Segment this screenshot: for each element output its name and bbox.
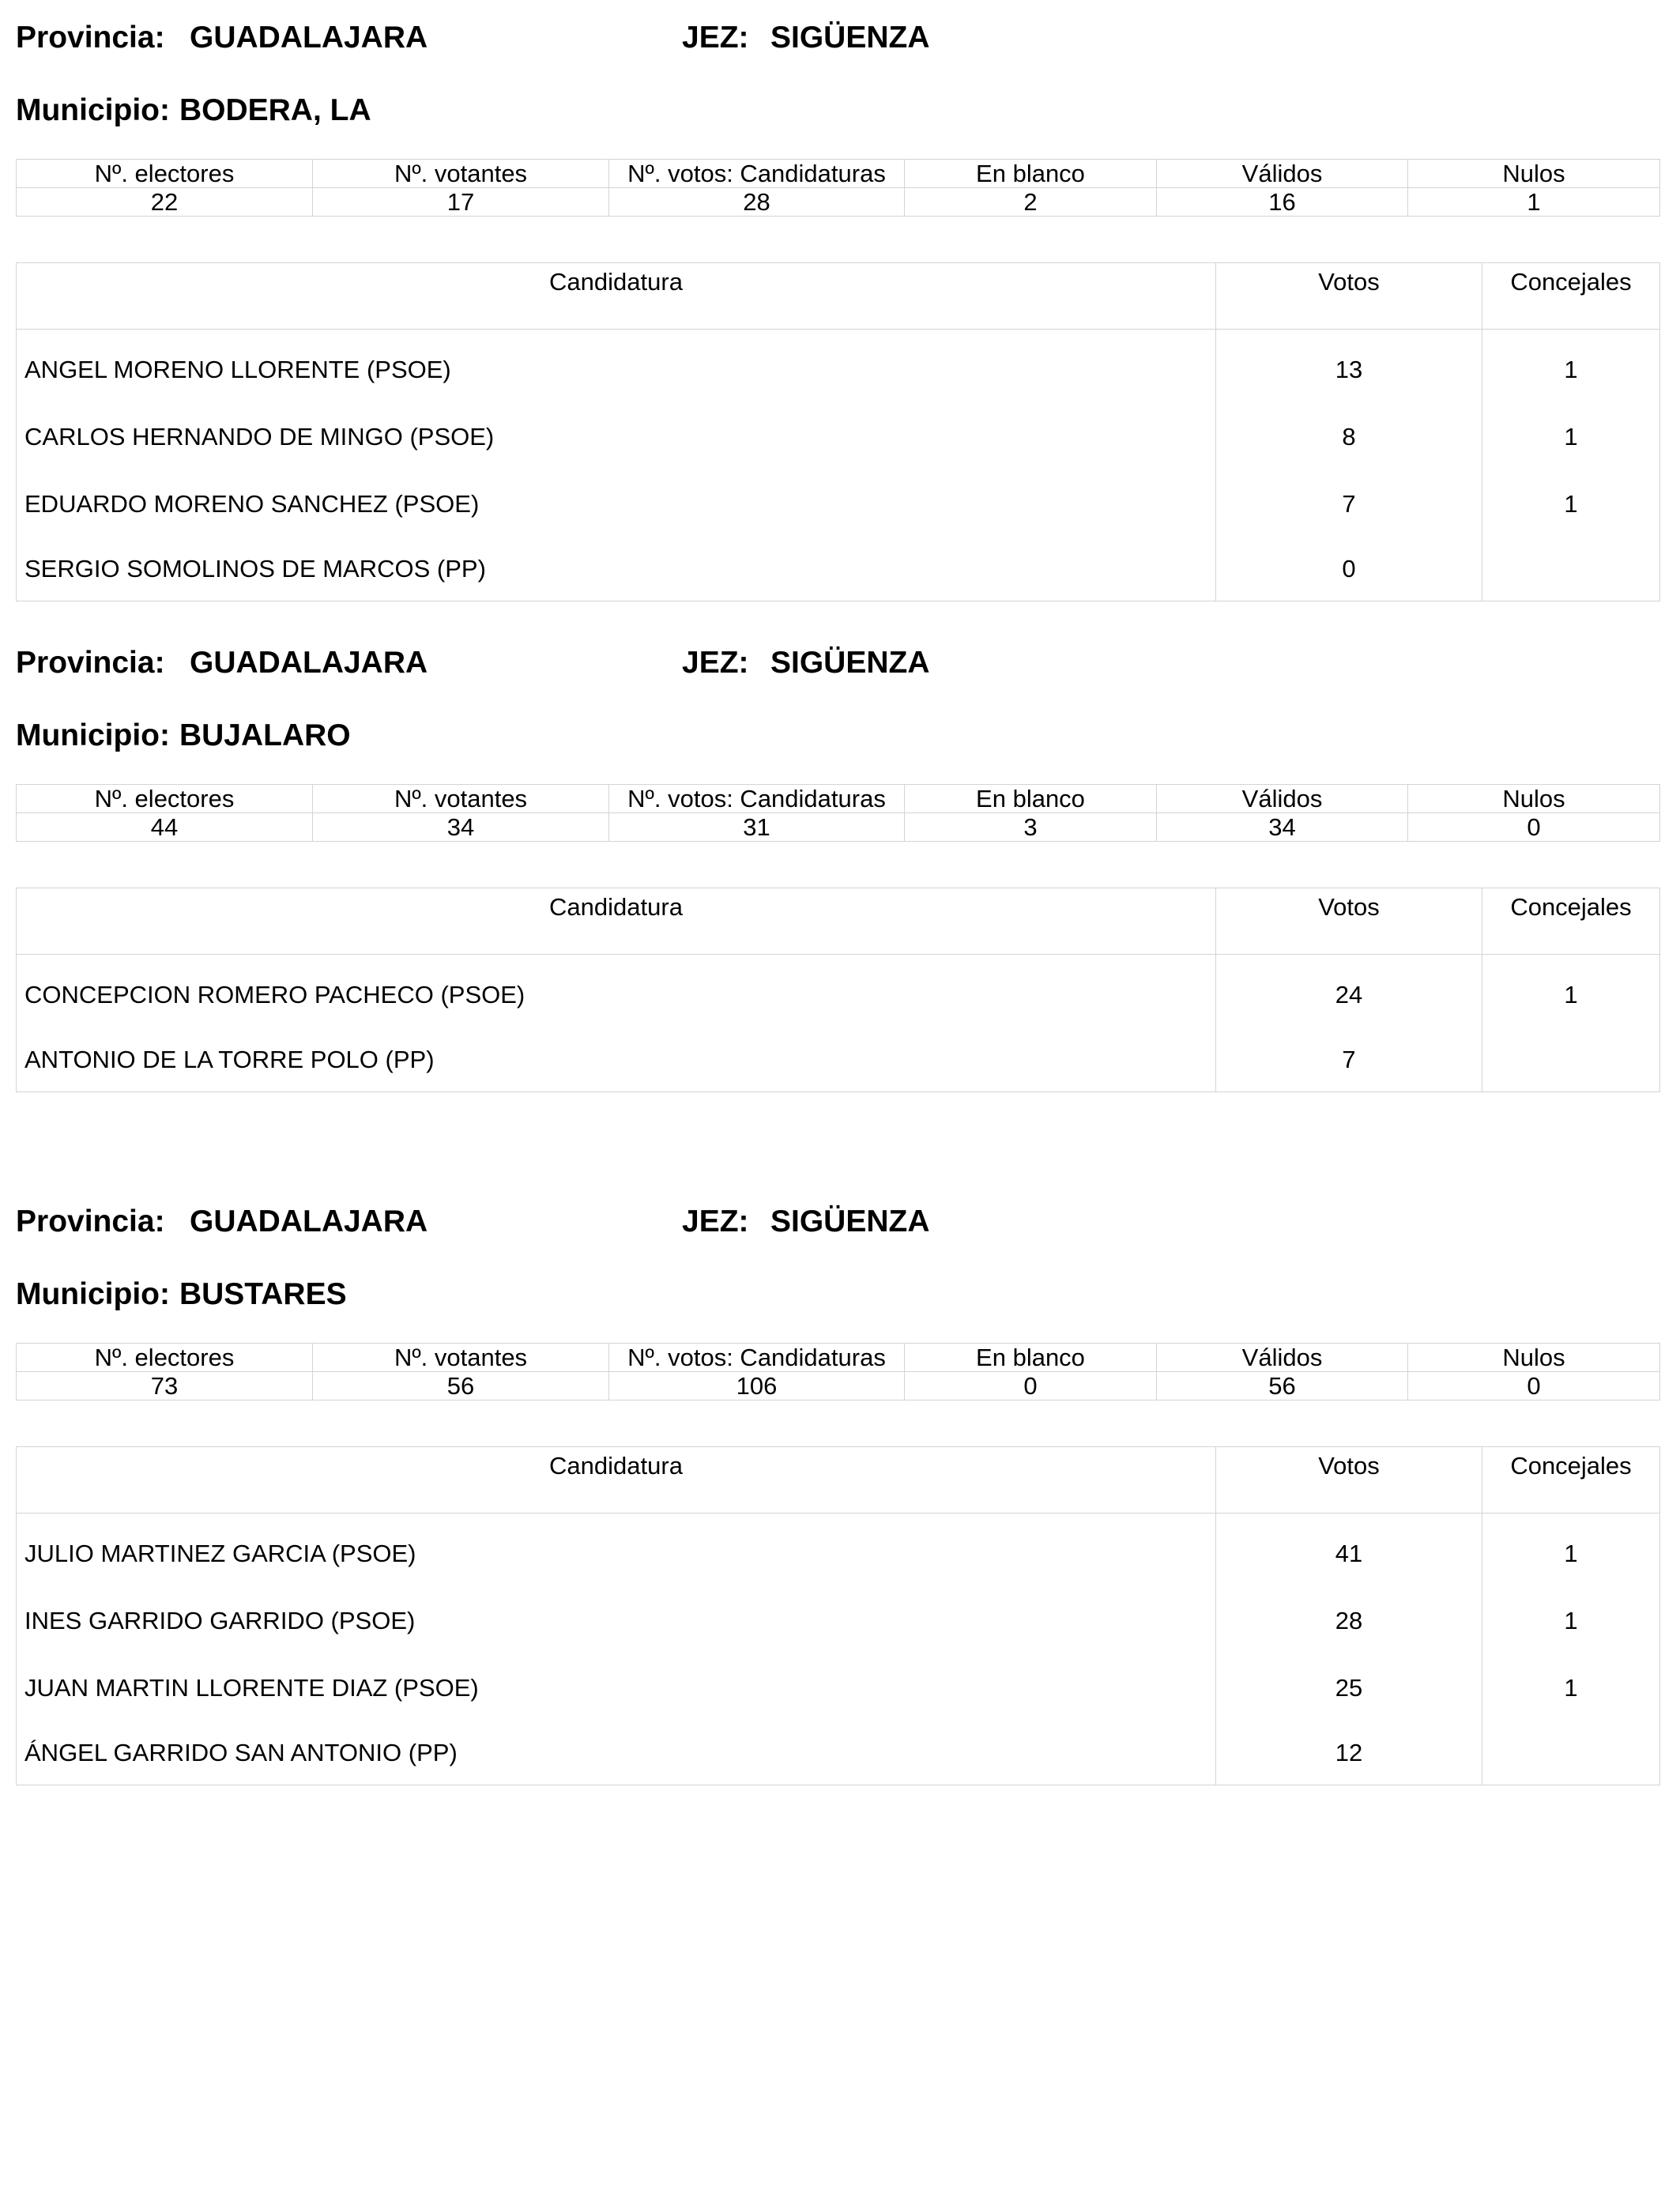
stats-nulos: 1 — [1408, 188, 1660, 217]
candidate-row — [17, 1587, 1660, 1654]
candidate-row — [17, 537, 1660, 601]
stats-header-validos: Válidos — [1157, 785, 1408, 813]
candidates-header-row — [17, 263, 1660, 330]
candidate-votos: 0 — [1216, 537, 1482, 601]
stats-header-votantes: Nº. votantes — [313, 785, 609, 813]
candidate-votos: 7 — [1216, 1028, 1482, 1092]
candidate-row — [17, 330, 1660, 404]
candidates-table — [16, 1446, 1660, 1785]
provincia-label: Provincia: — [16, 1204, 165, 1238]
stats-en-blanco: 0 — [905, 1372, 1157, 1400]
candidate-name: INES GARRIDO GARRIDO (PSOE) — [17, 1587, 1216, 1654]
stats-electores: 22 — [17, 188, 313, 217]
stats-validos: 16 — [1157, 188, 1408, 217]
municipio-label: Municipio: — [16, 1277, 170, 1311]
stats-header-en-blanco: En blanco — [905, 785, 1157, 813]
jez-value: SIGÜENZA — [770, 1204, 930, 1238]
municipio-heading — [16, 712, 351, 760]
provincia-label: Provincia: — [16, 646, 165, 680]
stats-header-electores: Nº. electores — [17, 785, 313, 813]
header-candidatura: Candidatura — [17, 888, 1216, 955]
stats-table — [16, 159, 1660, 217]
candidate-concejales: 1 — [1482, 1514, 1660, 1588]
candidate-name: ANTONIO DE LA TORRE POLO (PP) — [17, 1028, 1216, 1092]
stats-electores: 73 — [17, 1372, 313, 1400]
candidate-concejales — [1482, 1028, 1660, 1092]
section-header — [16, 639, 1659, 687]
header-concejales: Concejales — [1482, 1447, 1660, 1514]
stats-header-row — [17, 160, 1660, 188]
header-votos: Votos — [1216, 888, 1482, 955]
stats-header-en-blanco: En blanco — [905, 160, 1157, 188]
stats-header-votos-candidaturas: Nº. votos: Candidaturas — [609, 785, 905, 813]
municipio-heading — [16, 87, 371, 134]
candidate-votos: 12 — [1216, 1721, 1482, 1785]
candidate-votos: 8 — [1216, 403, 1482, 470]
candidate-name: CONCEPCION ROMERO PACHECO (PSOE) — [17, 955, 1216, 1029]
stats-en-blanco: 2 — [905, 188, 1157, 217]
municipio-value: BUJALARO — [179, 718, 351, 752]
stats-header-votantes: Nº. votantes — [313, 1344, 609, 1372]
section-header — [16, 14, 1659, 62]
stats-header-validos: Válidos — [1157, 1344, 1408, 1372]
stats-votos-candidaturas: 28 — [609, 188, 905, 217]
candidate-row — [17, 403, 1660, 470]
candidate-row — [17, 1721, 1660, 1785]
header-candidatura: Candidatura — [17, 263, 1216, 330]
municipio-heading — [16, 1271, 347, 1318]
stats-nulos: 0 — [1408, 1372, 1660, 1400]
provincia-value: GUADALAJARA — [190, 646, 428, 680]
candidate-votos: 13 — [1216, 330, 1482, 404]
municipio-label: Municipio: — [16, 93, 170, 127]
candidates-header-row — [17, 888, 1660, 955]
candidates-header-row — [17, 1447, 1660, 1514]
header-concejales: Concejales — [1482, 888, 1660, 955]
stats-validos: 34 — [1157, 813, 1408, 842]
stats-header-row — [17, 785, 1660, 813]
municipio-label: Municipio: — [16, 718, 170, 752]
stats-header-electores: Nº. electores — [17, 1344, 313, 1372]
candidate-row — [17, 955, 1660, 1029]
stats-table — [16, 784, 1660, 842]
stats-table — [16, 1343, 1660, 1400]
municipality-section-bujalaro — [16, 639, 1659, 1114]
candidate-name: JUAN MARTIN LLORENTE DIAZ (PSOE) — [17, 1654, 1216, 1721]
stats-nulos: 0 — [1408, 813, 1660, 842]
candidates-table — [16, 262, 1660, 601]
municipio-value: BUSTARES — [179, 1277, 347, 1311]
candidate-row — [17, 470, 1660, 537]
provincia-label: Provincia: — [16, 21, 165, 55]
stats-header-votantes: Nº. votantes — [313, 160, 609, 188]
stats-votos-candidaturas: 31 — [609, 813, 905, 842]
jez-label: JEZ: — [682, 1204, 749, 1238]
candidate-name: ÁNGEL GARRIDO SAN ANTONIO (PP) — [17, 1721, 1216, 1785]
header-candidatura: Candidatura — [17, 1447, 1216, 1514]
candidate-votos: 41 — [1216, 1514, 1482, 1588]
candidate-concejales: 1 — [1482, 955, 1660, 1029]
stats-electores: 44 — [17, 813, 313, 842]
section-header — [16, 1198, 1659, 1246]
stats-value-row — [17, 813, 1660, 842]
stats-header-validos: Válidos — [1157, 160, 1408, 188]
header-votos: Votos — [1216, 1447, 1482, 1514]
jez-label: JEZ: — [682, 646, 749, 680]
candidate-name: EDUARDO MORENO SANCHEZ (PSOE) — [17, 470, 1216, 537]
candidate-concejales: 1 — [1482, 1654, 1660, 1721]
jez-value: SIGÜENZA — [770, 646, 930, 680]
candidate-row — [17, 1514, 1660, 1588]
candidate-votos: 28 — [1216, 1587, 1482, 1654]
candidate-row — [17, 1654, 1660, 1721]
stats-votantes: 56 — [313, 1372, 609, 1400]
jez-label: JEZ: — [682, 21, 749, 55]
stats-header-electores: Nº. electores — [17, 160, 313, 188]
municipio-value: BODERA, LA — [179, 93, 371, 127]
provincia-value: GUADALAJARA — [190, 1204, 428, 1238]
stats-header-votos-candidaturas: Nº. votos: Candidaturas — [609, 1344, 905, 1372]
candidate-name: ANGEL MORENO LLORENTE (PSOE) — [17, 330, 1216, 404]
stats-header-votos-candidaturas: Nº. votos: Candidaturas — [609, 160, 905, 188]
candidate-votos: 7 — [1216, 470, 1482, 537]
stats-header-nulos: Nulos — [1408, 160, 1660, 188]
candidates-table — [16, 888, 1660, 1092]
header-votos: Votos — [1216, 263, 1482, 330]
header-concejales: Concejales — [1482, 263, 1660, 330]
stats-value-row — [17, 1372, 1660, 1400]
stats-votos-candidaturas: 106 — [609, 1372, 905, 1400]
stats-header-nulos: Nulos — [1408, 1344, 1660, 1372]
municipality-section-bustares — [16, 1198, 1659, 1766]
stats-value-row — [17, 188, 1660, 217]
candidate-name: JULIO MARTINEZ GARCIA (PSOE) — [17, 1514, 1216, 1588]
candidate-concejales: 1 — [1482, 470, 1660, 537]
candidate-concejales — [1482, 1721, 1660, 1785]
stats-header-en-blanco: En blanco — [905, 1344, 1157, 1372]
candidate-row — [17, 1028, 1660, 1092]
candidate-concejales: 1 — [1482, 330, 1660, 404]
stats-votantes: 17 — [313, 188, 609, 217]
candidate-name: CARLOS HERNANDO DE MINGO (PSOE) — [17, 403, 1216, 470]
candidate-concejales: 1 — [1482, 403, 1660, 470]
stats-votantes: 34 — [313, 813, 609, 842]
stats-en-blanco: 3 — [905, 813, 1157, 842]
candidate-name: SERGIO SOMOLINOS DE MARCOS (PP) — [17, 537, 1216, 601]
stats-header-nulos: Nulos — [1408, 785, 1660, 813]
candidate-votos: 25 — [1216, 1654, 1482, 1721]
jez-value: SIGÜENZA — [770, 21, 930, 55]
candidate-votos: 24 — [1216, 955, 1482, 1029]
provincia-value: GUADALAJARA — [190, 21, 428, 55]
stats-header-row — [17, 1344, 1660, 1372]
municipality-section-bodera — [16, 14, 1659, 582]
candidate-concejales — [1482, 537, 1660, 601]
candidate-concejales: 1 — [1482, 1587, 1660, 1654]
stats-validos: 56 — [1157, 1372, 1408, 1400]
